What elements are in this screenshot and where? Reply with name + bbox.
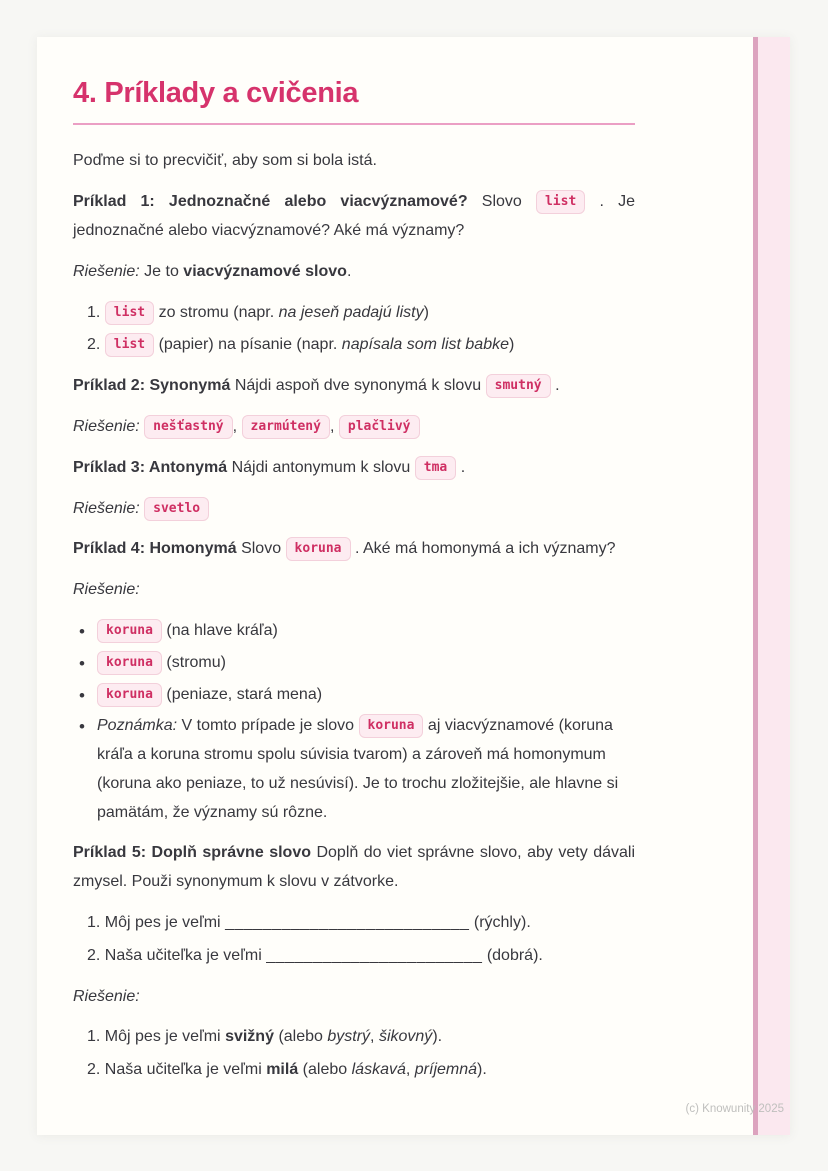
example-2-body: Nájdi aspoň dve synonymá k slovu bbox=[234, 377, 482, 395]
separator: , bbox=[329, 417, 335, 435]
note-label: Poznámka: bbox=[97, 717, 178, 735]
example-1-list bbox=[73, 299, 635, 361]
example-3-title: Príklad 3: Antonymá bbox=[73, 458, 228, 476]
example-4-title: Príklad 4: Homonymá bbox=[73, 540, 237, 558]
bullet-text: (na hlave kráľa) bbox=[166, 621, 278, 639]
item-close: ) bbox=[423, 303, 429, 321]
example-1-solution bbox=[73, 258, 635, 287]
list-item bbox=[87, 299, 635, 328]
solution-post: . bbox=[346, 262, 352, 280]
item-number: 2. bbox=[87, 1061, 101, 1079]
word-badge-smutny: smutný bbox=[486, 374, 551, 398]
bullet-item bbox=[73, 617, 635, 646]
answer-post: ). bbox=[477, 1061, 487, 1079]
example-1-prompt bbox=[73, 188, 635, 246]
solution-label: Riešenie: bbox=[73, 262, 140, 280]
example-2-prompt bbox=[73, 372, 635, 401]
answer-pre: Môj pes je veľmi bbox=[104, 1028, 221, 1046]
task-pre: Môj pes je veľmi bbox=[104, 914, 221, 932]
note-post: aj viacvýznamové (koruna kráľa a koruna stromu spolu súvisia tvarom) a zároveň má homonymum (koruna ako peniaze, to už nesúvisí). Je to trochu zložitejšie, ale hlavne si pamätám, že významy sú rôzne. bbox=[97, 717, 619, 821]
example-2-post: . bbox=[555, 377, 560, 395]
example-3-body: Nájdi antonymum k slovu bbox=[231, 458, 411, 476]
solution-pre: Je to bbox=[144, 262, 179, 280]
word-badge-tma: tma bbox=[415, 456, 456, 480]
page-accent-stripe bbox=[753, 37, 790, 1135]
bullet-item-note bbox=[73, 712, 635, 827]
word-badge-koruna: koruna bbox=[97, 651, 162, 675]
separator: , bbox=[232, 417, 238, 435]
example-4-pre: Slovo bbox=[241, 540, 282, 558]
word-badge-list: list bbox=[105, 301, 154, 325]
example-5-task-list bbox=[73, 909, 635, 971]
example-3-solution bbox=[73, 495, 635, 524]
list-item bbox=[87, 331, 635, 360]
section-title: 4. Príklady a cvičenia bbox=[73, 77, 359, 109]
item-number: 1. bbox=[87, 303, 101, 321]
word-badge-koruna: koruna bbox=[97, 619, 162, 643]
solution-label: Riešenie: bbox=[73, 417, 140, 435]
example-4-post: . Aké má homonymá a ich významy? bbox=[354, 540, 616, 558]
task-item bbox=[87, 942, 635, 971]
separator: , bbox=[405, 1061, 411, 1079]
bullet-item bbox=[73, 681, 635, 710]
example-5-solution-label bbox=[73, 983, 635, 1012]
item-example: na jeseň padajú listy bbox=[278, 303, 424, 321]
example-1-post: . Je jednoznačné alebo viacvýznamové? Aké má významy? bbox=[73, 193, 635, 239]
separator: , bbox=[370, 1028, 375, 1046]
example-5-prompt bbox=[73, 839, 635, 897]
solution-label: Riešenie: bbox=[73, 987, 140, 1005]
answer-mid: (alebo bbox=[302, 1061, 348, 1079]
synonym-badge: nešťastný bbox=[144, 415, 232, 439]
item-number: 2. bbox=[87, 946, 101, 964]
task-pre: Naša učiteľka je veľmi bbox=[104, 946, 262, 964]
answer-alt: láskavá bbox=[351, 1061, 406, 1079]
answer-mid: (alebo bbox=[278, 1028, 323, 1046]
answer-item bbox=[87, 1023, 635, 1052]
item-example: napísala som list babke bbox=[341, 336, 509, 354]
task-post: (rýchly). bbox=[473, 914, 531, 932]
example-3-prompt bbox=[73, 454, 635, 483]
fill-in-blank: __________________________ bbox=[225, 914, 470, 932]
example-1-pre: Slovo bbox=[481, 193, 522, 211]
answer-word: svižný bbox=[225, 1028, 274, 1046]
bullet-text: (peniaze, stará mena) bbox=[166, 685, 323, 703]
answer-alt: príjemná bbox=[414, 1061, 478, 1079]
example-5-title: Príklad 5: Doplň správne slovo bbox=[73, 844, 311, 862]
word-badge-list: list bbox=[536, 190, 585, 214]
bullet-text: (stromu) bbox=[166, 653, 226, 671]
item-number: 1. bbox=[87, 1028, 101, 1046]
word-badge-list: list bbox=[105, 333, 154, 357]
antonym-badge: svetlo bbox=[144, 497, 209, 521]
document-content bbox=[73, 77, 635, 1097]
item-close: ) bbox=[509, 336, 515, 354]
solution-label: Riešenie: bbox=[73, 499, 140, 517]
answer-alt: šikovný bbox=[378, 1028, 433, 1046]
section-title-underline bbox=[73, 123, 635, 125]
document-page bbox=[37, 37, 790, 1135]
answer-word: milá bbox=[266, 1061, 299, 1079]
item-number: 1. bbox=[87, 914, 101, 932]
word-badge-koruna: koruna bbox=[97, 683, 162, 707]
item-number: 2. bbox=[87, 336, 101, 354]
word-badge-koruna: koruna bbox=[286, 537, 351, 561]
answer-pre: Naša učiteľka je veľmi bbox=[104, 1061, 262, 1079]
example-5-answer-list bbox=[73, 1023, 635, 1085]
example-4-solution-label bbox=[73, 576, 635, 605]
solution-bold: viacvýznamové slovo bbox=[183, 262, 347, 280]
answer-item bbox=[87, 1056, 635, 1085]
bullet-item bbox=[73, 649, 635, 678]
intro-paragraph: Poďme si to precvičiť, aby som si bola istá. bbox=[73, 152, 377, 170]
example-3-post: . bbox=[460, 458, 466, 476]
synonym-badge: plačlivý bbox=[339, 415, 420, 439]
example-4-prompt bbox=[73, 535, 635, 564]
word-badge-koruna: koruna bbox=[359, 714, 424, 738]
example-5-body: Doplň do viet správne slovo, aby vety dávali zmysel. Použi synonymum k slovu v zátvorke. bbox=[73, 844, 635, 891]
answer-post: ). bbox=[432, 1028, 443, 1046]
example-4-bullet-list bbox=[73, 617, 635, 828]
example-2-title: Príklad 2: Synonymá bbox=[73, 377, 231, 395]
item-text: (papier) na písanie (napr. bbox=[158, 336, 338, 354]
example-2-solution bbox=[73, 413, 635, 442]
task-item bbox=[87, 909, 635, 938]
item-text: zo stromu (napr. bbox=[158, 303, 275, 321]
answer-alt: bystrý bbox=[327, 1028, 371, 1046]
synonym-badge: zarmútený bbox=[242, 415, 330, 439]
fill-in-blank: _______________________ bbox=[266, 946, 483, 964]
note-pre: V tomto prípade je slovo bbox=[181, 717, 355, 735]
task-post: (dobrá). bbox=[486, 946, 543, 964]
copyright-notice: (c) Knowunity 2025 bbox=[685, 1103, 784, 1115]
example-1-title: Príklad 1: Jednoznačné alebo viacvýznamové? bbox=[73, 193, 468, 211]
solution-label: Riešenie: bbox=[73, 581, 140, 599]
